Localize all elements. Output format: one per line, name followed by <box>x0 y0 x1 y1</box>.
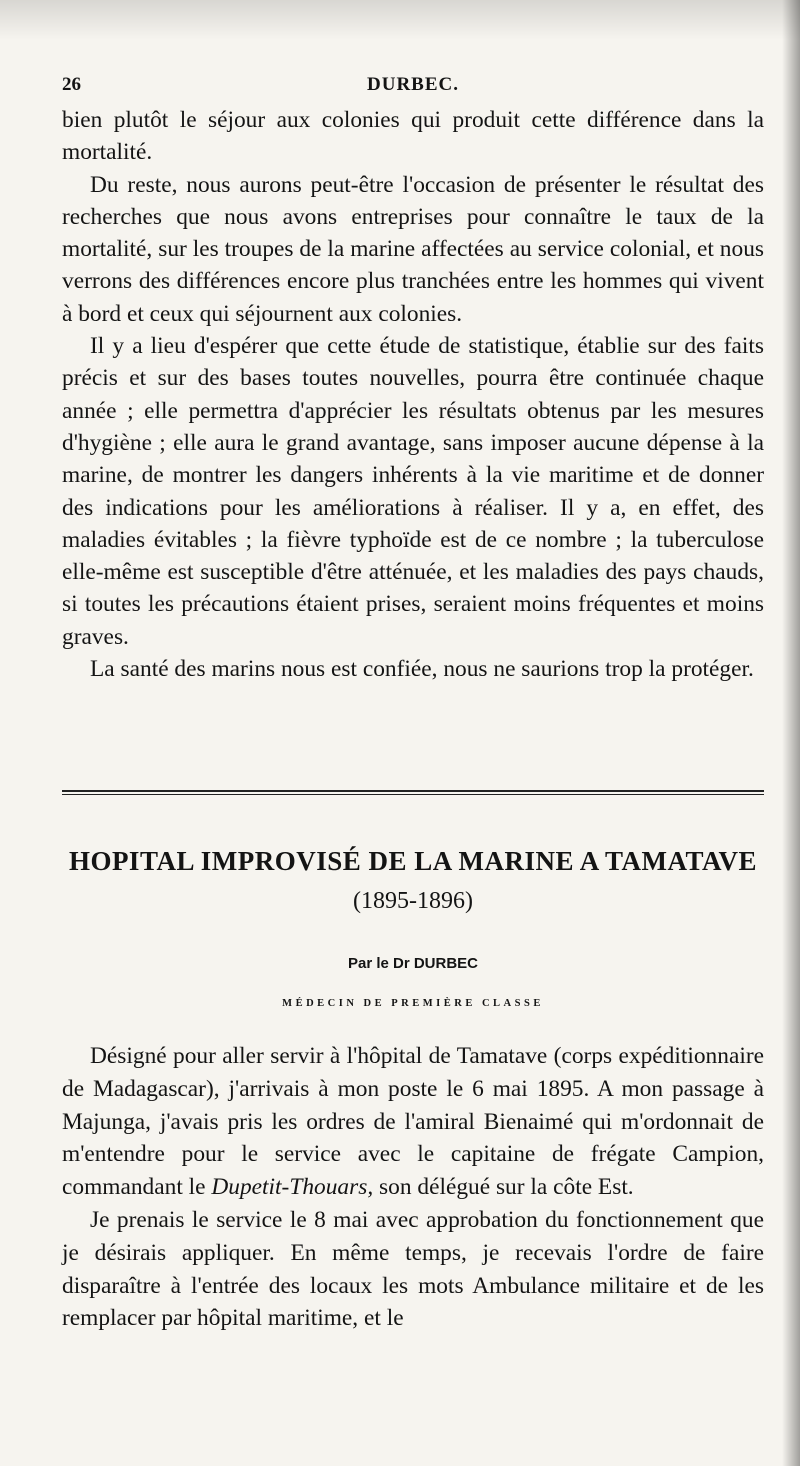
paragraph: Je prenais le service le 8 mai avec approbation du fonctionnement que je désirais appliquer. En même temps, je recevais l'ordre de faire disparaître à l'entrée des locaux les mots Ambulance militaire et de les remplacer par hôpital maritime, et le <box>62 1206 764 1332</box>
page-header <box>62 74 764 100</box>
page-number: 26 <box>62 74 81 95</box>
paragraph-text: Désigné pour aller servir à l'hôpital de Tamatave (corps expéditionnaire de Madagascar), j'arrivais à mon poste le 6 mai 1895. A mon passage à Majunga, j'avais pris les ordres de l'amiral Bienaimé qui m'ordonnait de m'entendre pour le service avec le capitaine de frégate Campion, commandant le <box>62 1043 764 1201</box>
paragraph-text: son délégué sur la côte Est. <box>373 1174 634 1201</box>
article-body <box>62 1040 764 1335</box>
page-top-shadow <box>0 0 800 40</box>
article-title: HOPITAL IMPROVISÉ DE LA MARINE A TAMATAVE <box>68 846 758 876</box>
binding-shadow <box>782 0 800 1466</box>
ship-name: Dupetit-Thouars, <box>211 1174 374 1201</box>
article-byline: Par le Dr DURBEC <box>347 955 479 972</box>
paragraph: Il y a lieu d'espérer que cette étude de statistique, établie sur des faits précis et sur des bases toutes nouvelles, pourra être continuée chaque année ; elle permettra d'apprécier les résultats obtenus par les mesures d'hygiène ; elle aura le grand avantage, sans imposer aucune dépense à la marine, de montrer les dangers inhérents à la vie maritime et de donner des indications pour les améliorations à réaliser. Il y a, en effet, des maladies évitables ; la fièvre typhoïde est de ce nombre ; la tuberculose elle-même est susceptible d'être atténuée, et les maladies des pays chauds, si toutes les précautions étaient prises, seraient moins fréquentes et moins graves. <box>62 333 764 650</box>
running-head: DURBEC. <box>367 74 459 95</box>
section-divider <box>62 790 764 795</box>
article-dates: (1895-1896) <box>353 888 473 914</box>
paragraph <box>62 1040 764 1204</box>
previous-article-ending <box>62 104 764 685</box>
paragraph-continued: bien plutôt le séjour aux colonies qui produit cette différence dans la mortalité. <box>62 107 764 166</box>
paragraph: Du reste, nous aurons peut-être l'occasion de présenter le résultat des recherches que nous avons entreprises pour connaître le taux de la mortalité, sur les troupes de la marine affectées au service colonial, et nous verrons des différences encore plus tranchées entre les hommes qui vivent à bord et ceux qui séjournent aux colonies. <box>62 171 764 327</box>
paragraph: La santé des marins nous est confiée, nous ne saurions trop la protéger. <box>90 656 754 683</box>
author-rank: MÉDECIN DE PREMIÈRE CLASSE <box>282 998 544 1009</box>
